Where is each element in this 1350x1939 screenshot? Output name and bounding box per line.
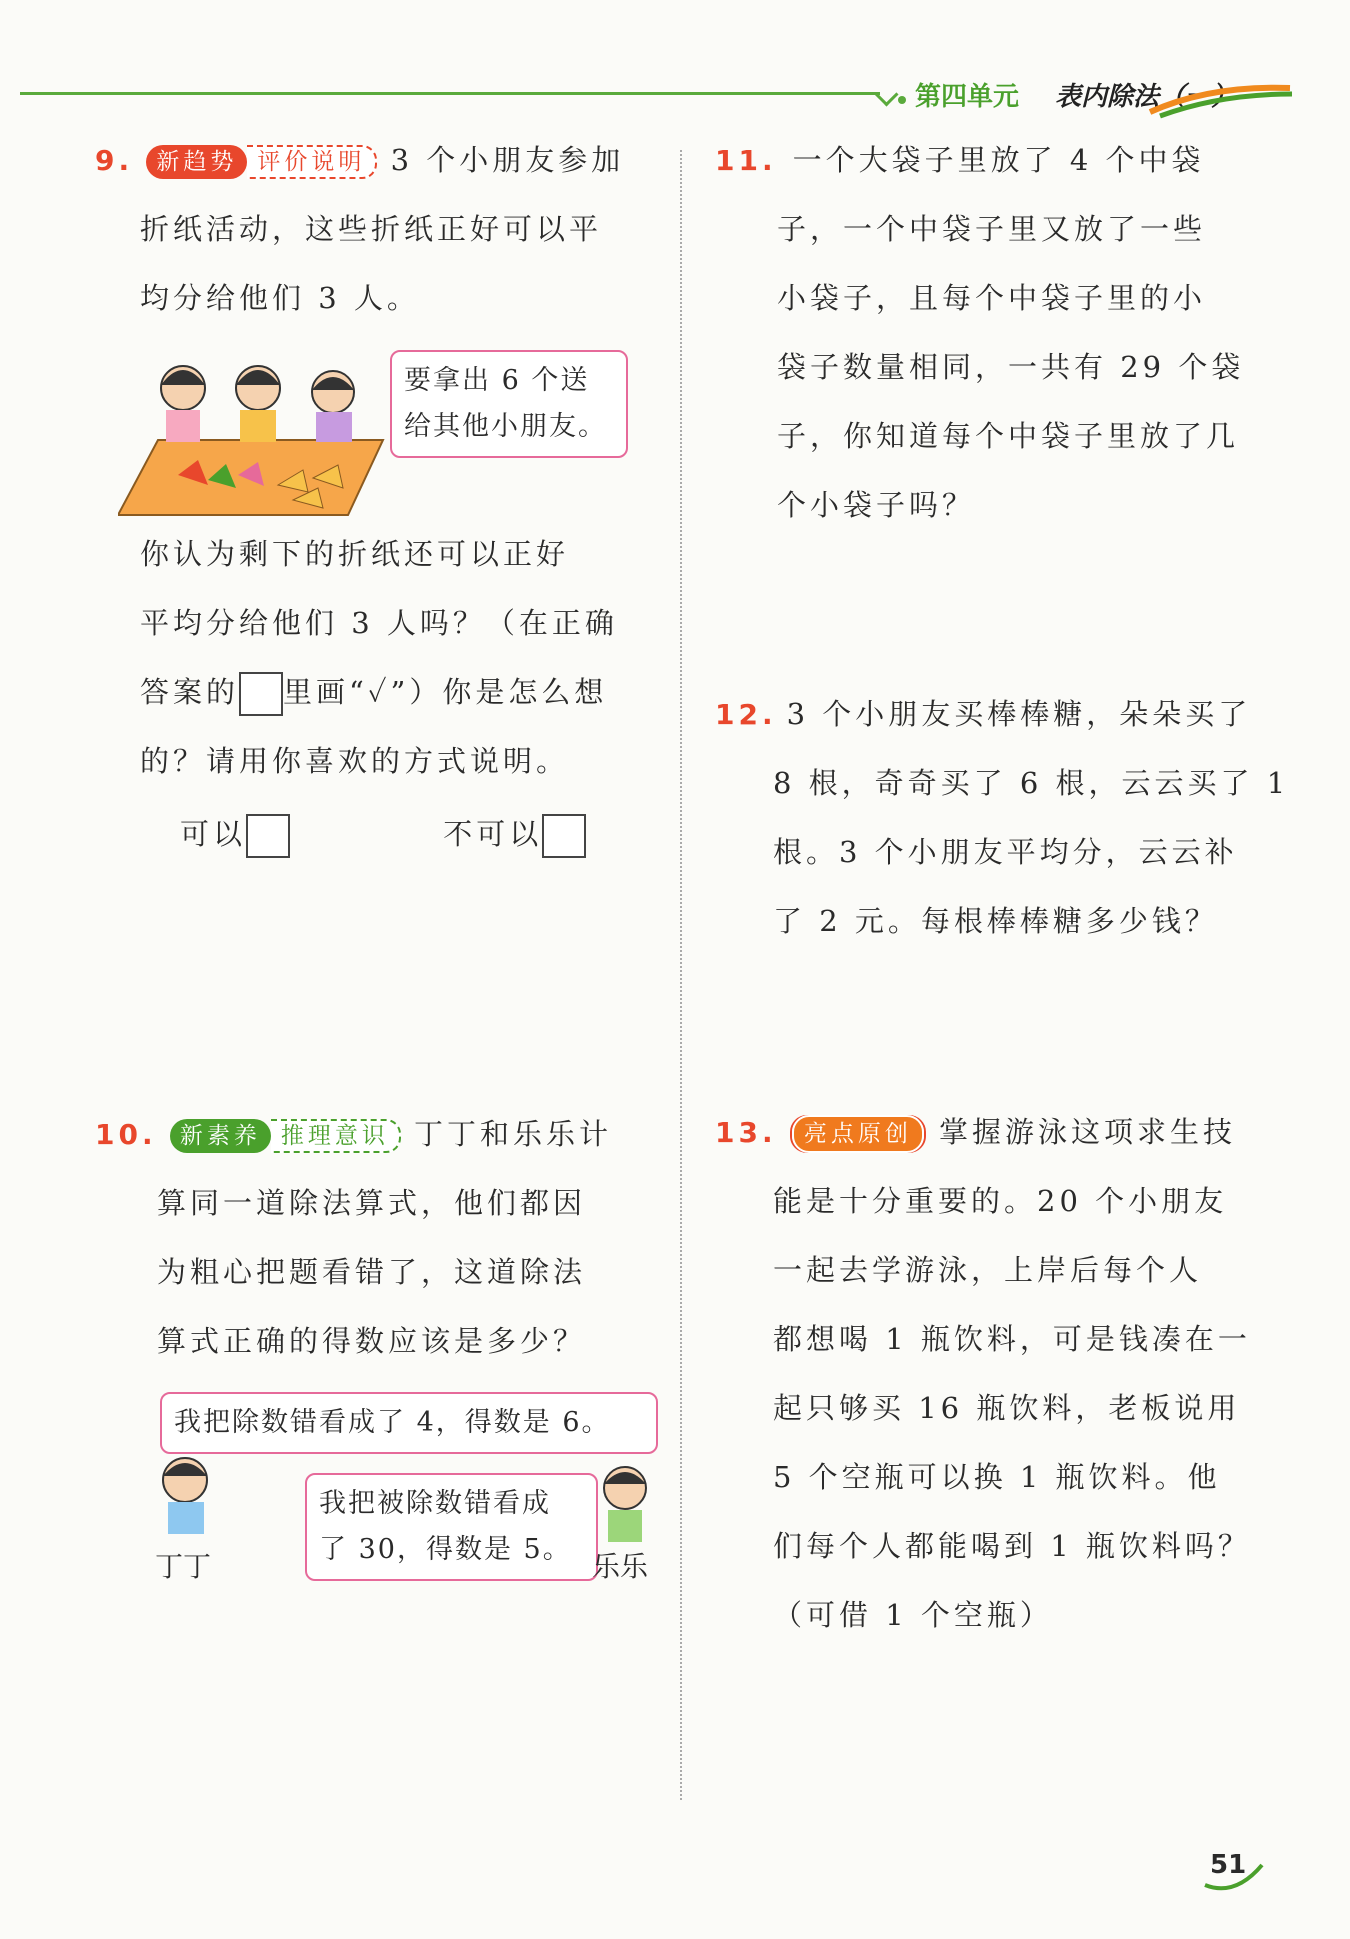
question-number: 9. bbox=[95, 144, 134, 177]
q13-line-7: 们每个人都能喝到 1 瓶饮料吗？ bbox=[773, 1529, 1251, 1563]
bubble-line-1: 要拿出 6 个送 bbox=[404, 365, 590, 396]
question-number: 12. bbox=[715, 698, 777, 731]
bubble-line-1: 我把被除数错看成 bbox=[319, 1488, 551, 1519]
question-13 bbox=[715, 1098, 1315, 1650]
q13-line-2: 能是十分重要的。20 个小朋友 bbox=[773, 1184, 1228, 1218]
option-no-checkbox[interactable] bbox=[542, 814, 586, 858]
bubble-text: 我把除数错看成了 4，得数是 6。 bbox=[174, 1407, 611, 1438]
question-9-continued bbox=[140, 520, 660, 869]
chapter-title: 表内除法（一） bbox=[1055, 82, 1238, 112]
tag-new-literacy bbox=[170, 1119, 401, 1153]
q9-speech-bubble bbox=[390, 350, 628, 458]
header-swoosh-icon bbox=[1140, 80, 1300, 120]
option-yes-checkbox[interactable] bbox=[246, 814, 290, 858]
q11-line-5: 子，你知道每个中袋子里放了几 bbox=[777, 419, 1240, 453]
header-dot-icon bbox=[898, 96, 906, 104]
q9-line-1: 3 个小朋友参加 bbox=[390, 143, 625, 177]
q9-line-2: 折纸活动，这些折纸正好可以平 bbox=[140, 212, 603, 246]
q13-line-6: 5 个空瓶可以换 1 瓶饮料。他 bbox=[773, 1460, 1221, 1494]
tag-main-label: 亮点原创 bbox=[792, 1115, 924, 1153]
q9-line-5: 平均分给他们 3 人吗？（在正确 bbox=[140, 606, 618, 640]
dingding-avatar bbox=[150, 1450, 240, 1550]
q12-line-1: 3 个小朋友买棒棒糖，朵朵买了 bbox=[786, 697, 1252, 731]
question-number: 13. bbox=[715, 1116, 777, 1149]
q13-line-3: 一起去学游泳，上岸后每个人 bbox=[773, 1253, 1203, 1287]
tag-highlight-original bbox=[790, 1115, 926, 1153]
q12-line-2: 8 根，奇奇买了 6 根，云云买了 1 bbox=[773, 766, 1290, 800]
q11-line-3: 小袋子，且每个中袋子里的小 bbox=[777, 281, 1207, 315]
q10-line-3: 为粗心把题看错了，这道除法 bbox=[157, 1255, 587, 1289]
q13-line-1: 掌握游泳这项求生技 bbox=[939, 1115, 1237, 1149]
lele-speech-bubble bbox=[305, 1473, 598, 1581]
dingding-speech-bubble bbox=[160, 1392, 658, 1454]
q11-line-1: 一个大袋子里放了 4 个中袋 bbox=[792, 143, 1205, 177]
bubble-line-2: 给其他小朋友。 bbox=[404, 411, 607, 442]
q11-line-6: 个小袋子吗？ bbox=[777, 488, 976, 522]
column-divider bbox=[680, 150, 682, 1800]
question-12 bbox=[715, 680, 1315, 956]
q10-line-1: 丁丁和乐乐计 bbox=[414, 1117, 613, 1151]
page-number: 51 bbox=[1210, 1850, 1247, 1880]
header-rule bbox=[20, 92, 880, 95]
tag-main-label: 新趋势 bbox=[146, 145, 247, 179]
option-no-label: 不可以 bbox=[443, 817, 543, 851]
q13-line-5: 起只够买 16 瓶饮料，老板说用 bbox=[773, 1391, 1241, 1425]
q10-line-4: 算式正确的得数应该是多少？ bbox=[157, 1324, 587, 1358]
tag-sub-label: 评价说明 bbox=[247, 145, 377, 179]
lele-avatar bbox=[590, 1460, 660, 1550]
q10-line-2: 算同一道除法算式，他们都因 bbox=[157, 1186, 587, 1220]
origami-children-illustration bbox=[118, 360, 388, 520]
question-10 bbox=[95, 1100, 665, 1376]
q9-line-6b: 里画“✓”）你是怎么想 bbox=[283, 675, 608, 709]
answer-box-legend bbox=[239, 672, 283, 716]
unit-label: 第四单元 bbox=[915, 82, 1020, 112]
option-yes-label: 可以 bbox=[180, 817, 247, 851]
q11-line-2: 子，一个中袋子里又放了一些 bbox=[777, 212, 1207, 246]
question-number: 11. bbox=[715, 144, 777, 177]
q9-line-6a: 答案的 bbox=[140, 675, 240, 709]
bubble-line-2: 了 30，得数是 5。 bbox=[319, 1534, 572, 1565]
question-11 bbox=[715, 126, 1315, 540]
question-9 bbox=[95, 126, 655, 333]
tag-main-label: 新素养 bbox=[170, 1119, 271, 1153]
q9-line-3: 均分给他们 3 人。 bbox=[140, 281, 420, 315]
question-number: 10. bbox=[95, 1118, 157, 1151]
q12-line-3: 根。3 个小朋友平均分，云云补 bbox=[773, 835, 1238, 869]
header-arrow-icon bbox=[874, 82, 898, 106]
q11-line-4: 袋子数量相同，一共有 29 个袋 bbox=[777, 350, 1245, 384]
q9-line-4: 你认为剩下的折纸还可以正好 bbox=[140, 537, 570, 571]
q13-line-8: （可借 1 个空瓶） bbox=[773, 1598, 1053, 1632]
lele-name: 乐乐 bbox=[592, 1550, 649, 1583]
q9-line-7: 的？请用你喜欢的方式说明。 bbox=[140, 744, 570, 778]
tag-sub-label: 推理意识 bbox=[271, 1119, 401, 1153]
page-number-swoosh-icon bbox=[1200, 1855, 1270, 1895]
tag-new-trend bbox=[146, 145, 377, 179]
q12-line-4: 了 2 元。每根棒棒糖多少钱？ bbox=[773, 904, 1218, 938]
dingding-name: 丁丁 bbox=[155, 1550, 212, 1583]
q13-line-4: 都想喝 1 瓶饮料，可是钱凑在一 bbox=[773, 1322, 1251, 1356]
